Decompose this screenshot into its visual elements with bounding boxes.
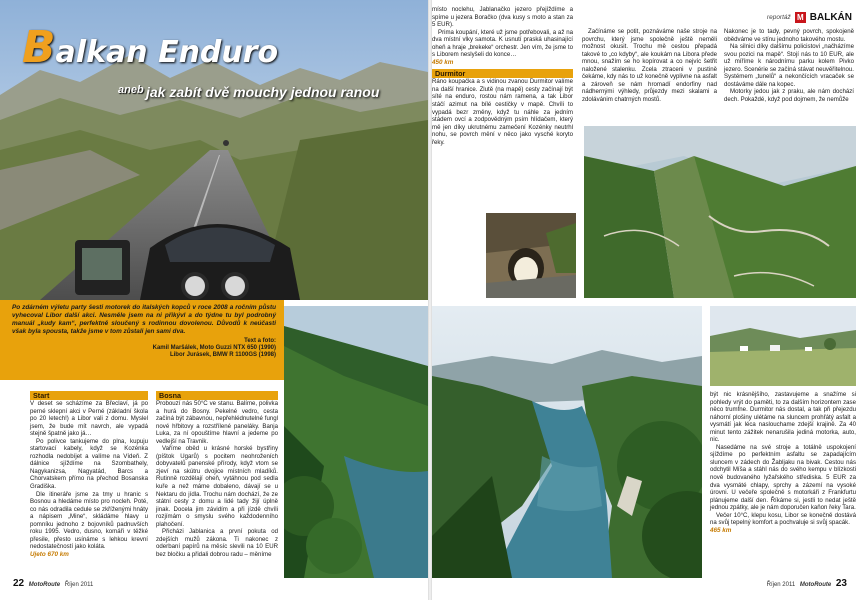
text-column-1 — [30, 391, 148, 558]
text-column-4 — [582, 28, 717, 103]
section-durmitor-heading: Durmitor — [432, 69, 573, 78]
title-initial: B — [22, 22, 56, 73]
magazine-name-right: MotoRoute — [799, 582, 832, 588]
credits — [12, 338, 276, 360]
text-column-5 — [724, 28, 854, 103]
lake-photo-right — [432, 306, 702, 578]
distance-note: 450 km — [432, 58, 454, 66]
section-bosna-heading: Bosna — [156, 391, 278, 400]
credit-author-1: Kamil Maršálek, Moto Guzzi NTX 650 (1990) — [152, 345, 276, 352]
distance-note: Ujeto 670 km — [30, 550, 69, 558]
section-label: reportáž — [766, 14, 791, 21]
tunnel-photo-illustration — [486, 213, 576, 298]
canyon-photo — [584, 126, 856, 298]
paragraph: místo noclehu, Jablanačko jezero přejíždíme a spíme u jezera Boračko (dva kusy s moto a stan za 5 EUR). — [432, 6, 573, 29]
canyon-photo-illustration — [584, 126, 856, 298]
paragraph: Vaříme oběd u krásné horské bystřiny (píštok Ugarů) s pocitem neohroženích dobyvatelů panenské přírody, když vtom se zjeví na skútru dvojice místních mladíků. Rutinně rozdělají oheň, vytáhnou pod sedla kuře a než máme dobaleno, dávají se u Nektaru do jídla. Trochu nám dochází, že ze státní cesty z domu a lidé tady žijí úplně jinak. Docela jim závidím a při jízdě chvíli rozjímám o smyslu svého každodenního plahočení. — [156, 445, 278, 528]
paragraph: Prima koupání, které už jsme potřebovali, a až na dva místní vlky samota. K usnutí praská uhasinající oheň a hraje „brekeke“ orchestr. Jen vím, že jsme to s Liborem neslyšeli do konce… — [432, 28, 573, 59]
footer-left — [10, 578, 93, 589]
paragraph: Probouzí nás 50°C ve stanu. Balíme, polivka a hurá do Bosny. Pekelné vedro, cesta začíná být zábavnou, nepřehlédnutelné fungl nové hřbitovy a rozstřílené paneláky. Banja Luka, za ní opouštíme hlavní a jedeme po vedlejší na Travnik. — [156, 400, 278, 445]
paragraph: Motorky jedou jak z praku, ale nám dochází dech. Pokaždé, když pod dojmem, že nemůže — [724, 88, 854, 103]
paragraph: být nic krásnějšího, zastavujeme a snažíme si pohledy vrýt do paměti, to za dalším horizontem zase něco trumfne. Durmitor nás dostal, a tak při přejezdu náhorní plošiny ulétáme na sluncem prohřátý asfalt a vysmátí jak léca naslouchame zdejší krajině. Za 40 minut tento zážitek nenarušila jediná motorka, auto, nic. — [710, 391, 856, 444]
page-number-right: 23 — [835, 578, 847, 589]
section-header — [767, 12, 852, 23]
paragraph: Ráno koupačka a s vidinou zvanou Durmitor valíme na další hranice. Zlutě (na mapě) cesty začínají být síté na enduro, rostou nám ramena, a tak Libor stáčí azimut na bílé cestičky v mapě. Chvíli to vypadá bezr změny, když tu náhle za jedním stádem ovcí a zodpovědným psím hlídačem, který mě jen díky ukrutnému zamečení Kozénky neutrhl nohu, se povrch mění v něco jako vysché koryto řeky. — [432, 78, 573, 146]
magazine-logo-icon: M — [795, 12, 806, 23]
footer-right — [767, 578, 850, 589]
magazine-name-left: MotoRoute — [28, 582, 61, 588]
paragraph: V deset se scházíme za Břeclaví, já po perné sklepní akci v Perné (základní škola po 20 letech!) a Libor vali z domu. Myslel jsem, že bude mít navrch, ale vypadá stejně špatně jako já… — [30, 400, 148, 438]
lake-photo-left-illustration — [284, 306, 428, 578]
issue-date-left: Říjen 2011 — [64, 582, 94, 588]
section-start-heading: Start — [30, 391, 148, 400]
paragraph: Začínáme se potit, poznáváme naše stroje na povrchu, který jsme společně ještě neměli možnost okusit. Trochu mě cestou přepadá takové to „co kdyby“, ale koukám na Libora přede mnou, snažím se ho kopírovat a co nejvíc šetřit naložené stalenku. Zcela ztraceni v pustině čekáme, kdy nás to už konečně vyplivne na asfalt a zároveň se nám hromadí endorfiny nad nádhernými výhledy, průjezdy mezi skalami a zdolávánim chatrných mostů. — [582, 28, 717, 103]
paragraph: Dle itineráře jsme za tmy u hranic s Bosnou a hledáme místo pro nocleh. Poté, co nás odradila cedule se zkříženými hnáty a nápisem „Mine“, skládáme hlavy u pomníku jednoho z bojovníků padnuvších roku 1995. Vedro, dusno, komáři v těžké přesile, přesto usínáme s lehkou krevní nedostatečností jako koláta. — [30, 490, 148, 551]
credits-label: Text a foto: — [244, 338, 276, 344]
credit-author-2: Libor Jurásek, BMW R 1100GS (1998) — [169, 352, 276, 359]
article-title — [22, 22, 278, 73]
tunnel-photo — [486, 213, 576, 298]
paragraph: Večer 10°C, klepu kosu, Libor se konečně dostává na svůj tepelný komfort a pochvaluje si svůj spacák. — [710, 511, 856, 527]
subtitle-text: jak zabít dvě mouchy jednou ranou — [146, 84, 380, 100]
page-number-left: 22 — [13, 578, 25, 589]
article-subtitle — [118, 80, 144, 98]
text-column-2 — [156, 391, 278, 558]
title-text: alkan Enduro — [55, 35, 279, 70]
left-page — [0, 0, 428, 600]
paragraph: Na silnici díky dalšímu policistovi „načházíme svou pozici na mapě“. Stojí nás to 10 EUR, ale už míříme k národnímu parku kolem Pivko jezero. Scenérie se začíná stávat neuvěřitelnou. Systémem „tunelů“ a nekončících vracaček se dostáváme dále na kopec. — [724, 43, 854, 88]
intro-text: Po zdárném výletu party šesti motorek do italských kopců v roce 2008 a ročním půstu vyhecoval Libor další akci. Nesměle jsem na ni přikývl a do týdne tu byl podrobný manuál „kudy kam“, perfektně sloučený s rodinnou dovolenou. Důvodů k neúčasti však byla spousta, takže jsme v tom zůstali jen sami dva. — [12, 304, 276, 335]
text-column-6 — [710, 391, 856, 534]
distance-note: 465 km — [710, 526, 732, 534]
paragraph: Po polivce tankujeme do plna, kupuju startovací kabely, když se Kozénka rozhodla nedobíjet a valíme na Vídeň. Z dálnice sjíždíme na Szombathely, Nagykanizsa, Nagyatád, Barcs a Chorvatskem přímo na přechod Bosanska Gradiška. — [30, 437, 148, 491]
lake-photo-right-illustration — [432, 306, 702, 578]
right-page — [432, 0, 860, 600]
text-column-3 — [432, 6, 573, 146]
paragraph: Přicházi Jablanica a první pokuta od zdejších mužů zákona. Ti nakonec z oderbaní papírů na měsíc slevili na 10 EUR bez bločku a přidali dobrou radu – měníme — [156, 528, 278, 558]
section-name: BALKÁN — [809, 12, 852, 23]
plateau-photo-illustration — [710, 306, 856, 386]
paragraph: Nasedáme na své stroje a totálně uspokojení sjíždíme po perfektním asfaltu se zapadajícím sluncem v zádech do Žabljaku na bivak. Cestou nás odchytil Míša a stáhl nás do svého kempu v blízkosti nově budovaného lyžařského střediska. 5 EUR za dva vysmáté chlapy, sprchy a zázemí na vysoké úrovni. U večeře společně s motorkáři z Frankfurtu plánujeme další den. Říkáme si, jestli to nedat ještě jednou zpátky, ale je nám doporučen kaňon řeky Tara. — [710, 443, 856, 512]
subtitle-aneb: aneb — [118, 84, 144, 96]
intro-box — [0, 300, 284, 380]
issue-date-right: Říjen 2011 — [766, 582, 796, 588]
plateau-photo — [710, 306, 856, 386]
lake-photo-left — [284, 306, 428, 578]
article-subtitle-main — [146, 84, 379, 102]
paragraph: Nakonec je to tady, pevný povrch, spokojeně obědváme ve stínu jednoho takového mostu. — [724, 28, 854, 43]
